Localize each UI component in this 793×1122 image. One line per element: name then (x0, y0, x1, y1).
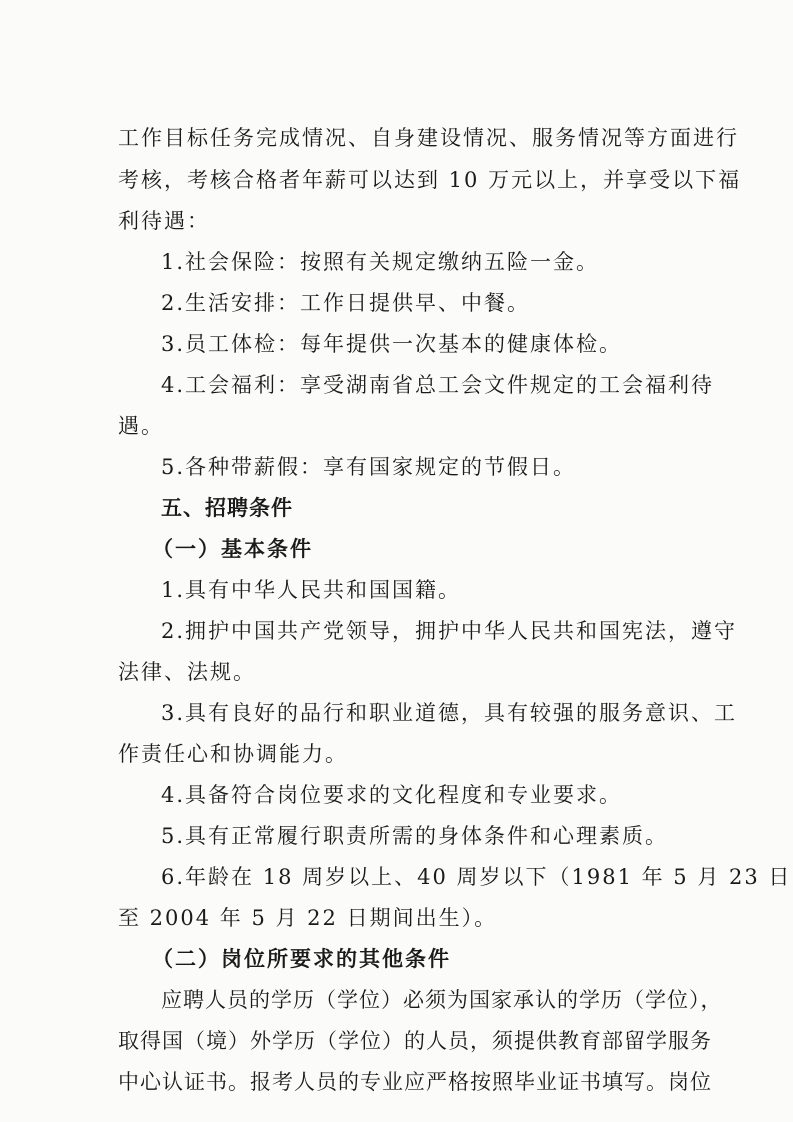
list-item: 2.拥护中国共产党领导，拥护中华人民共和国宪法，遵守 (161, 619, 738, 643)
body-line: 工作目标任务完成情况、自身建设情况、服务情况等方面进行 (118, 126, 739, 150)
list-item: 3.员工体检：每年提供一次基本的健康体检。 (161, 332, 623, 356)
body-line: 取得国（境）外学历（学位）的人员，须提供教育部留学服务 (118, 1029, 712, 1053)
subsection-heading: （二）岗位所要求的其他条件 (152, 946, 451, 971)
list-item: 6.年龄在 18 周岁以上、40 周岁以下（1981 年 5 月 23 日 (161, 865, 792, 889)
list-item: 5.具有正常履行职责所需的身体条件和心理素质。 (161, 824, 669, 848)
list-item: 1.社会保险：按照有关规定缴纳五险一金。 (161, 250, 600, 274)
body-line: 至 2004 年 5 月 22 日期间出生）。 (118, 906, 498, 930)
list-item: 2.生活安排：工作日提供早、中餐。 (161, 291, 531, 315)
body-line: 考核，考核合格者年薪可以达到 10 万元以上，并享受以下福 (118, 168, 742, 192)
body-line: 利待遇： (118, 209, 210, 233)
body-line: 遇。 (118, 414, 164, 438)
subsection-heading: （一）基本条件 (152, 536, 313, 561)
list-item: 3.具有良好的品行和职业道德，具有较强的服务意识、工 (161, 701, 738, 725)
list-item: 4.工会福利：享受湖南省总工会文件规定的工会福利待 (161, 373, 715, 397)
body-line: 应聘人员的学历（学位）必须为国家承认的学历（学位）， (161, 988, 723, 1012)
list-item: 4.具备符合岗位要求的文化程度和专业要求。 (161, 783, 623, 807)
list-item: 1.具有中华人民共和国国籍。 (161, 578, 462, 602)
body-line: 中心认证书。报考人员的专业应严格按照毕业证书填写。岗位 (118, 1070, 712, 1094)
list-item: 5.各种带薪假：享有国家规定的节假日。 (161, 455, 577, 479)
section-heading: 五、招聘条件 (161, 496, 293, 520)
body-line: 法律、法规。 (118, 660, 256, 684)
body-line: 作责任心和协调能力。 (118, 742, 348, 766)
